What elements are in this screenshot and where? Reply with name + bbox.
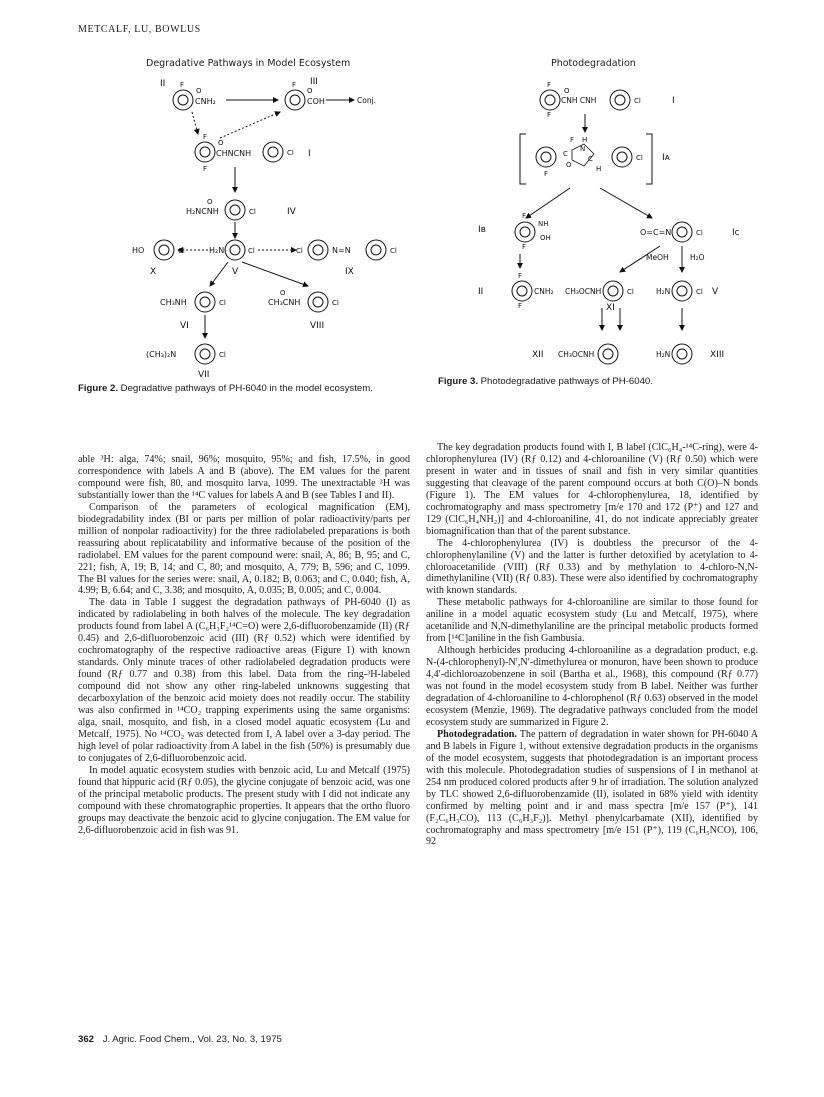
fig2-ch32n: (CH₃)₂N <box>146 350 177 359</box>
fig3-cnh2: CNH₂ <box>534 287 554 296</box>
fig2-atom-f1: F <box>180 81 185 89</box>
fig2-atom-o5: O <box>280 289 286 297</box>
fig2-cl8: Cl <box>332 299 339 307</box>
fig3-meoh: MeOH <box>646 253 669 262</box>
fig3-atom-f8: F <box>518 302 523 310</box>
figure2-caption <box>78 383 413 394</box>
figure2-title: Degradative Pathways in Model Ecosystem <box>146 58 351 69</box>
fig2-cl9: Cl <box>219 351 226 359</box>
fig2-h2n: H₂N <box>209 246 225 255</box>
fig3-atom-f2: F <box>547 111 552 119</box>
fig2-group-h2ncnh: H₂NCNH <box>186 207 219 216</box>
fig2-label-VIII: VIII <box>310 321 325 331</box>
fig3-h2n: H₂N <box>656 287 671 296</box>
fig3-oh: OH <box>540 234 551 242</box>
fig2-cl6: Cl <box>390 247 397 255</box>
fig3-cl2: Cl <box>636 154 643 162</box>
fig3-h2o: H₂O <box>690 253 705 262</box>
fig2-label-III: III <box>310 77 318 87</box>
fig3-atom-h: H <box>582 136 588 144</box>
fig3-cl3: Cl <box>696 229 703 237</box>
fig2-label-II: II <box>160 79 166 89</box>
fig3-label-XII: XII <box>532 350 544 360</box>
fig2-label-VI: VI <box>180 321 189 331</box>
journal-citation: J. Agric. Food Chem., Vol. 23, No. 3, 1975 <box>102 1034 282 1045</box>
fig3-label-XI: XI <box>606 303 615 313</box>
fig2-group-cnh2: CNH₂ <box>195 97 216 106</box>
fig3-atom-f4: F <box>544 170 549 178</box>
page-footer <box>78 1034 282 1045</box>
figure2-caption-label: Figure 2. <box>78 383 118 394</box>
fig2-atom-o2: O <box>307 87 313 95</box>
fig3-nh: NH <box>538 220 549 228</box>
left-paragraph-2: Comparison of the parameters of ecological magnification (EM), biodegradability index (BI or parts per million of polar radioactivity/parts per million of nonpolar radioactivity) for the three radiolabeled preparations is both reassuring about replicatability and informative because of the position of the radiolabel. EM values for the parent compound were: snail, A, 86; B, 95; and C, 221; fish, A, 19; B, 14; and C, 80; and mosquito, A, 779; B, 596; and C, 1099. The BI values for the series were: snail, A, 0.182; B, 0.063; and C, 0.040; fish, A, 4.99; B, 6.64; and C, 3.38; and mosquito, A, 0.035; B, 0.005; and C, 0.004. <box>78 501 410 597</box>
fig3-cl5: Cl <box>696 288 703 296</box>
fig3-atom-c2: C <box>588 155 593 163</box>
fig3-cl1: Cl <box>634 97 641 105</box>
fig3-atom-f7: F <box>518 272 523 280</box>
fig2-cl1: Cl <box>287 149 294 157</box>
fig3-atom-f3: F <box>570 136 575 144</box>
fig2-ch3nh: CH₃NH <box>160 298 187 307</box>
left-paragraph-1: able ³H: alga, 74%; snail, 96%; mosquito, 95%; and fish, 17.5%, in good correspondence with labels A and B (above). The EM values for the parent compound were fish, 80, and mosquito larva, 1099. The unextractable ³H was substantially lower than the ¹⁴C values for labels A and B (see Tables I and II). <box>78 454 410 501</box>
figure3-diagram <box>460 72 760 372</box>
fig3-h2n-2: H₂N <box>656 350 671 359</box>
fig2-label-I: I <box>308 149 311 159</box>
fig2-atom-o4: O <box>207 198 213 206</box>
fig2-label-X: X <box>150 267 157 277</box>
figure3-caption-label: Figure 3. <box>438 376 478 387</box>
fig3-label-IB: Iʙ <box>478 225 486 235</box>
fig3-label-V: V <box>712 287 719 297</box>
right-paragraph-4: Although herbicides producing 4-chloroaniline as a degradation product, e.g. N-(4-chlorophenyl)-N′,N′-dimethylurea or monuron, have been shown to produce 4,4′-dichloroazobenzene in soil (Bartha et al., 1968), this compound (Rƒ 0.77) was not found in the model ecosystem study from B label. Neither was further degradation of 4-chloroaniline to 4-chlorophenol (Rƒ 0.63) observed in the model ecosystem (Menzie, 1969). The degradative pathways concluded from the model ecosystem study are summarized in Figure 2. <box>426 645 758 728</box>
right-paragraph-2: The 4-chlorophenylurea (IV) is doubtless the precursor of the 4-chlorophenylaniline (V) and the latter is further detoxified by acetylation to 4-chloroacetanilide (VIII) (Rƒ 0.33) and by methylation to 4-chloro-N,N-dimethylaniline (VII) (Rƒ 0.83). These were also identified by cochromatography with known standards. <box>426 537 758 597</box>
fig3-ch3ocnh: CH₃OCNH <box>565 287 602 296</box>
fig2-atom-o1: O <box>196 87 202 95</box>
right-paragraph-1: The key degradation products found with I, B label (ClC₆H₄-¹⁴C-ring), were 4-chlorophenylurea (IV) (Rƒ 0.12) and 4-chloroaniline (V) (Rƒ 0.50) which were present in water and in tissues of snail and fish in very similar quantities suggesting that cleavage of the parent compound occurs at both C(O)–N bonds (Figure 1). The EM values for 4-chlorophenylurea, 18, identified by cochromatography and mass spectrometry [m/e 170 and 172 (P⁺) and 127 and 129 (ClC₆H₄NH₂)] and 4-chloroaniline, 41, do not indicate appreciably greater biomagnification than that of the parent substance. <box>426 442 758 537</box>
fig3-atom-f6: F <box>522 243 527 251</box>
photodegradation-heading: Photodegradation. <box>437 728 517 740</box>
fig2-nn: N=N <box>332 246 351 255</box>
fig2-label-IV: IV <box>287 207 296 217</box>
fig3-label-II: II <box>478 287 484 297</box>
fig3-ch3ocnh-2: CH₃OCNH <box>558 350 595 359</box>
fig2-cl7: Cl <box>219 299 226 307</box>
fig2-ho: HO <box>132 246 145 255</box>
fig2-conj: Conj. <box>357 96 377 105</box>
figure3-title: Photodegradation <box>551 58 636 69</box>
running-head: METCALF, LU, BOWLUS <box>78 24 201 35</box>
fig2-atom-f3: F <box>203 133 208 141</box>
right-column <box>426 442 758 848</box>
fig3-atom-o2: O <box>566 161 572 169</box>
photodegradation-text: The pattern of degradation in water shown for PH-6040 A and B labels in Figure 1, without extensive degradation products in the organisms of the model ecosystem, suggests that photodegradation is an important process with this molecule. Photodegradation studies of suspensions of I in methanol at 254 nm produced colored products after 9 hr of irradiation. The solution analyzed by TLC showed 2,6-difluorobenzamide (II), isolated in 68% yield with identity confirmed by melting point and ir and mass spectra [m/e 157 (P⁺), 141 (F₂C₆H₃CO), 113 (C₆H₃F₂)]. Methyl phenylcarbamate (XII), identified by cochromatography and mass spectrometry [m/e 151 (P⁺), 119 (C₆H₅NCO), 106, 92 <box>426 728 758 848</box>
fig2-group-coh: COH <box>307 97 325 106</box>
fig3-label-I: I <box>672 96 675 106</box>
fig3-ocn: O=C=N <box>640 228 672 237</box>
fig3-label-XIII: XIII <box>710 350 725 360</box>
fig2-atom-f4: F <box>203 165 208 173</box>
left-paragraph-4: In model aquatic ecosystem studies with benzoic acid, Lu and Metcalf (1975) found that hippuric acid (Rƒ 0.05), the glycine conjugate of benzoic acid, was one of the principal metabolic products. The present study with I did not indicate any compound with these chromatographic properties. It appears that the ortho fluoro groups may deactivate the benzoic acid to glycine conjugation. The EM value for 2,6-difluorobenzoic acid in fish was 91. <box>78 764 410 836</box>
left-column <box>78 454 410 837</box>
right-paragraph-3: These metabolic pathways for 4-chloroaniline are similar to those found for aniline in a model aquatic ecosystem study (Lu and Metcalf, 1975), where acetanilide and N,N-dimethylaniline are the principal metabolic products formed from [¹⁴C]aniline in the fish Gambusia. <box>426 597 758 645</box>
fig3-label-IA: Iᴀ <box>662 153 670 163</box>
fig2-ch3cnh: CH₃CNH <box>268 298 301 307</box>
fig2-atom-f2: F <box>292 81 297 89</box>
fig3-atom-c: C <box>563 150 568 158</box>
fig3-group-cnhcnh: CNH CNH <box>561 96 597 105</box>
fig2-cl5: Cl <box>296 247 303 255</box>
fig2-group-chncnh: CHNCNH <box>216 149 252 158</box>
fig2-cl4: Cl <box>248 247 255 255</box>
page-number: 362 <box>78 1034 95 1045</box>
fig2-label-VII: VII <box>198 370 210 380</box>
fig2-cl3: Cl <box>178 247 185 255</box>
figure3-caption-text: Photodegradative pathways of PH-6040. <box>480 376 653 387</box>
fig3-atom-f5: F <box>522 212 527 220</box>
right-paragraph-5 <box>426 729 758 849</box>
figure3-caption <box>438 376 758 387</box>
left-paragraph-3: The data in Table I suggest the degradation pathways of PH-6040 (I) as indicated by radiolabeling in both halves of the molecule. The key degradation products found from label A (C₆H₃F₂¹⁴C=O) were 2,6-difluorobenzamide (II) (Rƒ 0.45) and 2,6-difluorobenzoic acid (III) (Rƒ 0.52) which were identified by cochromatography of the respective radioactive areas (Figure 1) with known standards. Only minute traces of other radiolabeled degradation products were found (Rƒ 0.77 and 0.38) from this label. Data from the ring-³H-labeled compound did not show any other ring-labeled unknowns suggesting that decarboxylation of the benzoic acid moiety does not readily occur. The stability was also confirmed in ¹⁴CO₂ trapping experiments using the same organisms: alga, snail, mosquito, and fish, in a closed model aquatic ecosystem (Lu and Metcalf, 1975). No ¹⁴CO₂ was detected from I, A label over a 3-day period. The high level of polar radioactivity from A label in the fish (50%) is presumably due to conjugates of 2,6-difluorobenzoic acid. <box>78 597 410 764</box>
fig3-atom-f1: F <box>547 81 552 89</box>
fig3-label-Ic: Ic <box>732 228 740 238</box>
figure2-caption-text: Degradative pathways of PH-6040 in the model ecosystem. <box>120 383 373 394</box>
fig3-cl4: Cl <box>627 288 634 296</box>
fig2-atom-o3: O <box>218 139 224 147</box>
fig3-atom-h2: H <box>596 165 602 173</box>
figure2-diagram <box>100 72 440 382</box>
fig2-label-IX: IX <box>345 267 354 277</box>
fig3-atom-o1: O <box>564 87 570 95</box>
fig3-atom-n: N <box>580 145 586 153</box>
fig2-label-V: V <box>232 267 239 277</box>
fig2-cl2: Cl <box>249 208 256 216</box>
